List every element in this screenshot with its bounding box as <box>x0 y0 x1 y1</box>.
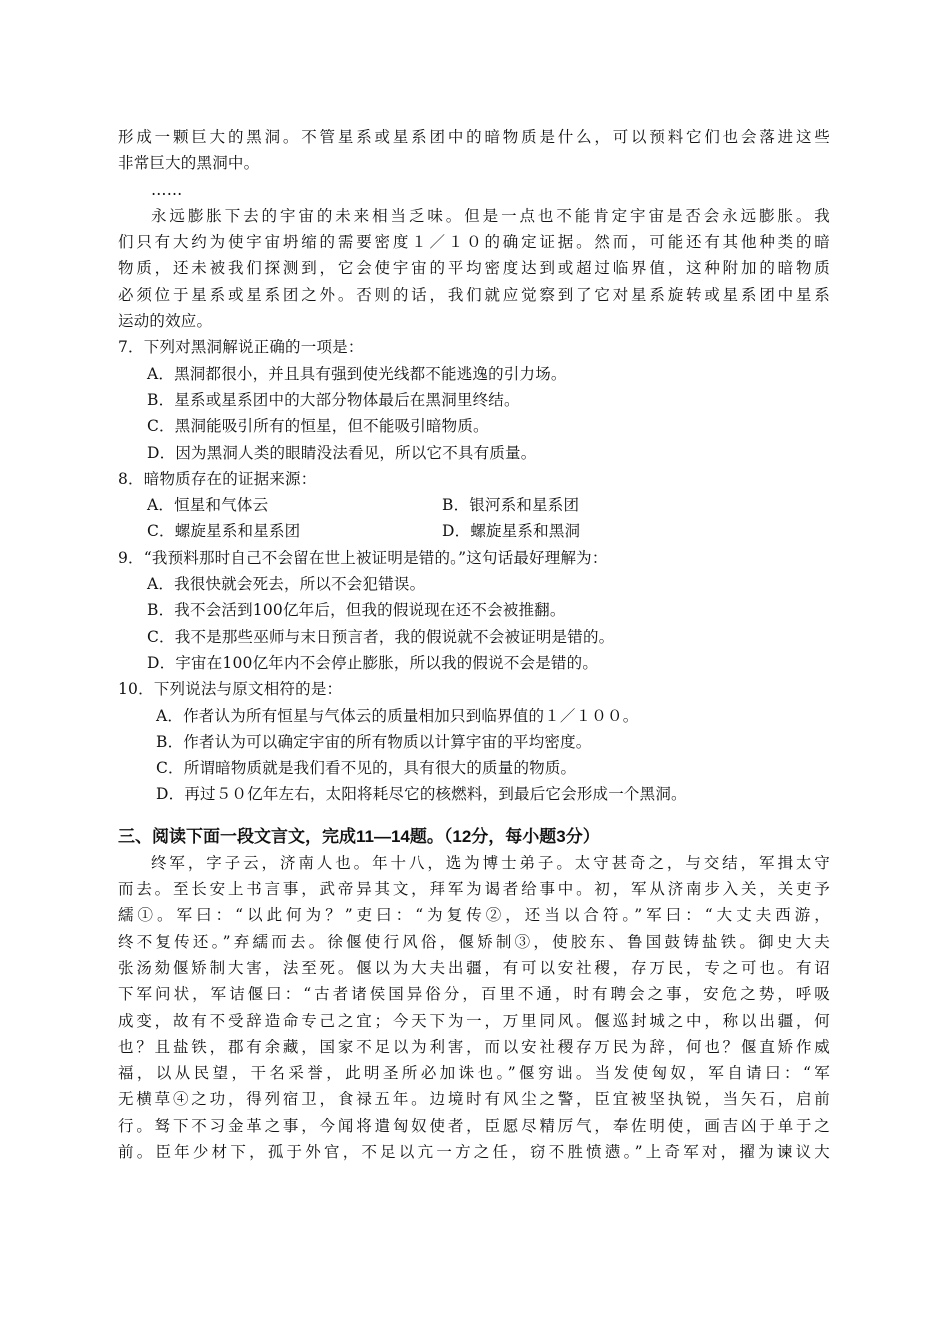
option-a: A．我很快就会死去，所以不会犯错误。 <box>147 575 426 594</box>
classical-line: 成变，故有不受辞造命专己之宜；今天下为一，万里同风。偃巡封城之中，称以出疆，何 <box>118 1011 830 1030</box>
passage-line: 物质，还未被我们探测到，它会使宇宙的平均密度达到或超过临界值，这种附加的暗物质 <box>118 259 830 278</box>
classical-line: 而去。至长安上书言事，武帝异其文，拜军为谒者给事中。初，军从济南步入关，关吏予 <box>118 880 830 899</box>
classical-line: 下军问状，军诘偃曰：“古者诸侯国异俗分，百里不通，时有聘会之事，安危之势，呼吸 <box>118 985 830 1004</box>
option-b: B．我不会活到100亿年后，但我的假说现在还不会被推翻。 <box>147 601 566 620</box>
option-c: C．黑洞能吸引所有的恒星，但不能吸引暗物质。 <box>147 417 489 436</box>
classical-passage <box>118 850 830 1166</box>
classical-line: 无横草④之功，得列宿卫，食禄五年。边境时有风尘之警，臣宜被坚执锐，当矢石，启前 <box>118 1090 830 1109</box>
passage-line: 形成一颗巨大的黑洞。不管星系或星系团中的暗物质是什么，可以预料它们也会落进这些 <box>118 128 830 146</box>
classical-line: 繻①。军曰：“以此何为？”吏曰：“为复传②，还当以合符。”军曰：“大丈夫西游， <box>118 906 830 925</box>
exam-page <box>118 124 830 1165</box>
classical-line: 张汤劾偃矫制大害，法至死。偃以为大夫出疆，有可以安社稷，存万民，专之可也。有诏 <box>118 958 830 977</box>
option-d: D．宇宙在100亿年内不会停止膨胀，所以我的假说不会是错的。 <box>147 653 599 672</box>
question-7 <box>118 334 830 465</box>
option-a: A．恒星和气体云 <box>147 496 269 515</box>
option-row <box>118 492 830 518</box>
passage-line: 必须位于星系或星系团之外。否则的话，我们就应觉察到了它对星系旋转或星系团中星系 <box>118 285 830 304</box>
passage-paragraph-2 <box>118 203 830 334</box>
question-8 <box>118 466 830 545</box>
section-3-title: 三、阅读下面一段文言文，完成11—14题。（12分，每小题3分） <box>118 826 600 846</box>
question-stem: 8．暗物质存在的证据来源： <box>118 469 317 488</box>
question-10 <box>118 676 830 807</box>
option-row <box>118 518 830 544</box>
option-d: D．螺旋星系和黑洞 <box>442 522 581 541</box>
classical-line: 行。驽下不习金革之事，今闻将遣匈奴使者，臣愿尽精厉气，奉佐明使，画吉凶于单于之 <box>118 1116 830 1135</box>
option-b: B．银河系和星系团 <box>442 496 580 515</box>
question-stem: 10．下列说法与原文相符的是： <box>118 680 343 699</box>
classical-line: 前。臣年少材下，孤于外官，不足以亢一方之任，窃不胜愤懑。”上奇军对，擢为谏议大 <box>118 1142 830 1161</box>
ellipsis: …… <box>151 180 183 199</box>
option-c: C．我不是那些巫师与末日预言者，我的假说就不会被证明是错的。 <box>147 627 615 646</box>
classical-line: 终军，字子云，济南人也。年十八，选为博士弟子。太守甚奇之，与交结，军揖太守 <box>151 853 830 872</box>
option-b: B．作者认为可以确定宇宙的所有物质以计算宇宙的平均密度。 <box>156 732 592 751</box>
option-a: A．作者认为所有恒星与气体云的质量相加只到临界值的１／１００。 <box>156 706 639 725</box>
passage-paragraph-1 <box>118 124 830 177</box>
option-c: C．所谓暗物质就是我们看不见的，具有很大的质量的物质。 <box>156 759 577 778</box>
question-stem: 7．下列对黑洞解说正确的一项是： <box>118 338 364 357</box>
classical-line: 也？且盐铁，郡有余藏，国家不足以为利害，而以安社稷存万民为辞，何也？偃直矫作威 <box>118 1037 830 1056</box>
option-a: A．黑洞都很小，并且具有强到使光线都不能逃逸的引力场。 <box>147 364 567 383</box>
option-d: D．再过５０亿年左右，太阳将耗尽它的核燃料，到最后它会形成一个黑洞。 <box>156 785 687 804</box>
classical-line: 福，以从民望，干名采誉，此明圣所必加诛也。”偃穷诎。当发使匈奴，军自请曰：“军 <box>118 1064 830 1083</box>
passage-line: 非常巨大的黑洞中。 <box>118 154 260 173</box>
passage-line: 永远膨胀下去的宇宙的未来相当乏味。但是一点也不能肯定宇宙是否会永远膨胀。我 <box>151 206 830 225</box>
option-d: D．因为黑洞人类的眼睛没法看见，所以它不具有质量。 <box>147 443 537 462</box>
option-b: B．星系或星系团中的大部分物体最后在黑洞里终结。 <box>147 390 520 409</box>
classical-line: 终不复传还。”弃繻而去。徐偃使行风俗，偃矫制③，使胶东、鲁国鼓铸盐铁。御史大夫 <box>118 932 830 951</box>
passage-line: 运动的效应。 <box>118 312 213 331</box>
option-c: C．螺旋星系和星系团 <box>147 522 301 541</box>
question-stem: 9．“我预料那时自己不会留在世上被证明是错的。”这句话最好理解为： <box>118 548 608 567</box>
passage-line: 们只有大约为使宇宙坍缩的需要密度１／１０的确定证据。然而，可能还有其他种类的暗 <box>118 233 830 252</box>
question-9 <box>118 545 830 676</box>
